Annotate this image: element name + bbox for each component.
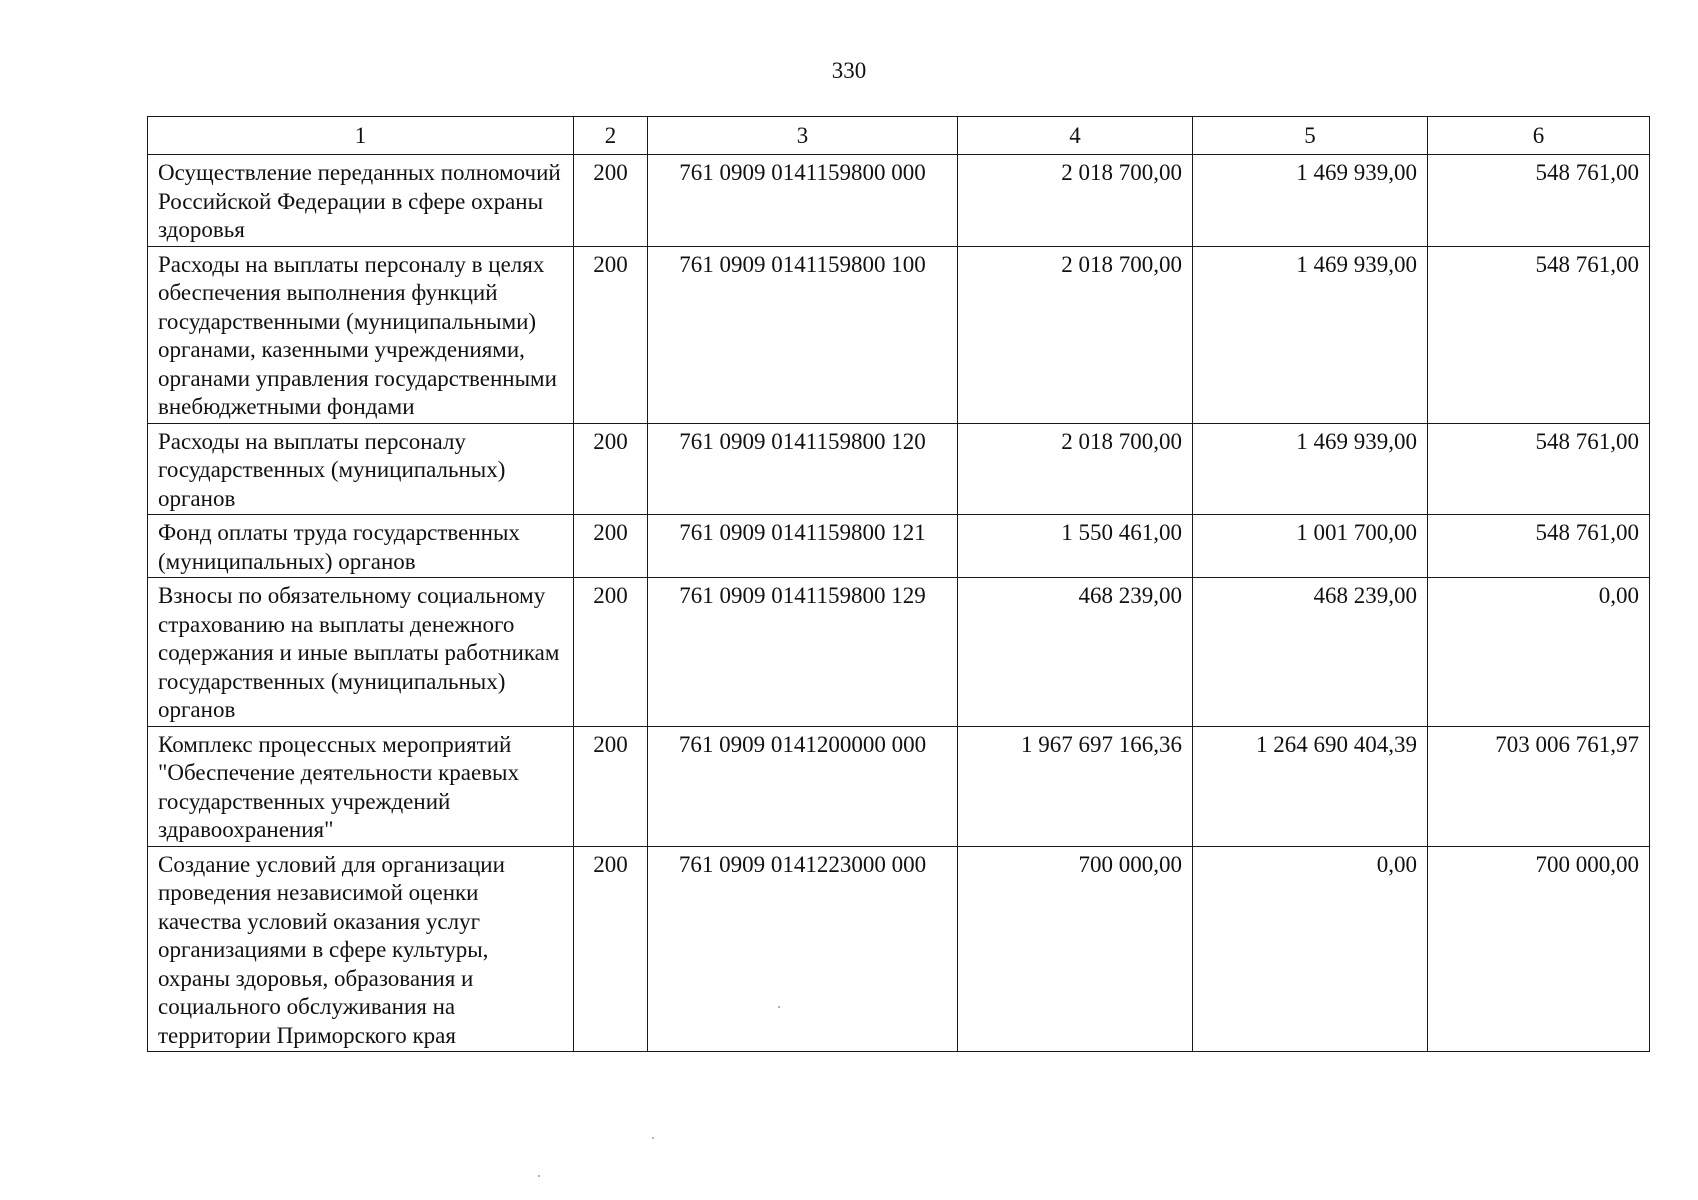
row-col5-amount: 1 264 690 404,39 xyxy=(1193,726,1428,846)
row-ministry-code: 200 xyxy=(574,423,648,515)
table-row xyxy=(148,515,1650,578)
row-col4-amount: 1 967 697 166,36 xyxy=(958,726,1193,846)
row-budget-code: 761 0909 0141159800 129 xyxy=(648,578,958,727)
row-name: Взносы по обязательному социальному страхованию на выплаты денежного содержания и иные выплаты работникам государственных (муниципальных) органов xyxy=(148,578,574,727)
row-col5-amount: 468 239,00 xyxy=(1193,578,1428,727)
scan-speck xyxy=(538,1175,540,1177)
scan-speck xyxy=(652,1137,654,1139)
row-ministry-code: 200 xyxy=(574,726,648,846)
column-number-6: 6 xyxy=(1428,117,1650,155)
row-ministry-code: 200 xyxy=(574,246,648,423)
row-col6-amount: 548 761,00 xyxy=(1428,246,1650,423)
row-name: Фонд оплаты труда государственных (муниципальных) органов xyxy=(148,515,574,578)
row-col5-amount: 1 469 939,00 xyxy=(1193,423,1428,515)
row-col4-amount: 468 239,00 xyxy=(958,578,1193,727)
row-col4-amount: 2 018 700,00 xyxy=(958,246,1193,423)
row-ministry-code: 200 xyxy=(574,155,648,247)
table-row xyxy=(148,246,1650,423)
row-name: Расходы на выплаты персоналу в целях обеспечения выполнения функций государственными (муниципальными) органами, казенными учреждениями, органами управления государственными внебюджетными фондами xyxy=(148,246,574,423)
row-budget-code: 761 0909 0141159800 120 xyxy=(648,423,958,515)
page-number: 330 xyxy=(831,58,867,83)
row-ministry-code: 200 xyxy=(574,846,648,1052)
row-budget-code: 761 0909 0141159800 121 xyxy=(648,515,958,578)
row-col6-amount: 548 761,00 xyxy=(1428,155,1650,247)
row-budget-code: 761 0909 0141159800 000 xyxy=(648,155,958,247)
table-row xyxy=(148,578,1650,727)
budget-table xyxy=(147,116,1650,1052)
row-col6-amount: 703 006 761,97 xyxy=(1428,726,1650,846)
row-col5-amount: 1 001 700,00 xyxy=(1193,515,1428,578)
table-row xyxy=(148,846,1650,1052)
row-col4-amount: 2 018 700,00 xyxy=(958,155,1193,247)
row-col4-amount: 1 550 461,00 xyxy=(958,515,1193,578)
table-row xyxy=(148,726,1650,846)
row-name: Создание условий для организации проведения независимой оценки качества условий оказания услуг организациями в сфере культуры, охраны здоровья, образования и социального обслуживания на территории Приморского края xyxy=(148,846,574,1052)
row-name: Расходы на выплаты персоналу государственных (муниципальных) органов xyxy=(148,423,574,515)
row-name: Комплекс процессных мероприятий "Обеспечение деятельности краевых государственных учреждений здравоохранения" xyxy=(148,726,574,846)
column-number-4: 4 xyxy=(958,117,1193,155)
column-number-2: 2 xyxy=(574,117,648,155)
row-col4-amount: 2 018 700,00 xyxy=(958,423,1193,515)
row-budget-code: 761 0909 0141223000 000 xyxy=(648,846,958,1052)
row-col6-amount: 548 761,00 xyxy=(1428,423,1650,515)
row-col4-amount: 700 000,00 xyxy=(958,846,1193,1052)
table-row xyxy=(148,155,1650,247)
scan-speck xyxy=(778,1006,780,1008)
table-row xyxy=(148,423,1650,515)
table-header-row xyxy=(148,117,1650,155)
row-ministry-code: 200 xyxy=(574,578,648,727)
row-col6-amount: 0,00 xyxy=(1428,578,1650,727)
row-col5-amount: 1 469 939,00 xyxy=(1193,155,1428,247)
row-name: Осуществление переданных полномочий Российской Федерации в сфере охраны здоровья xyxy=(148,155,574,247)
row-budget-code: 761 0909 0141159800 100 xyxy=(648,246,958,423)
row-col6-amount: 548 761,00 xyxy=(1428,515,1650,578)
row-ministry-code: 200 xyxy=(574,515,648,578)
row-budget-code: 761 0909 0141200000 000 xyxy=(648,726,958,846)
column-number-1: 1 xyxy=(148,117,574,155)
row-col6-amount: 700 000,00 xyxy=(1428,846,1650,1052)
column-number-3: 3 xyxy=(648,117,958,155)
column-number-5: 5 xyxy=(1193,117,1428,155)
row-col5-amount: 1 469 939,00 xyxy=(1193,246,1428,423)
row-col5-amount: 0,00 xyxy=(1193,846,1428,1052)
